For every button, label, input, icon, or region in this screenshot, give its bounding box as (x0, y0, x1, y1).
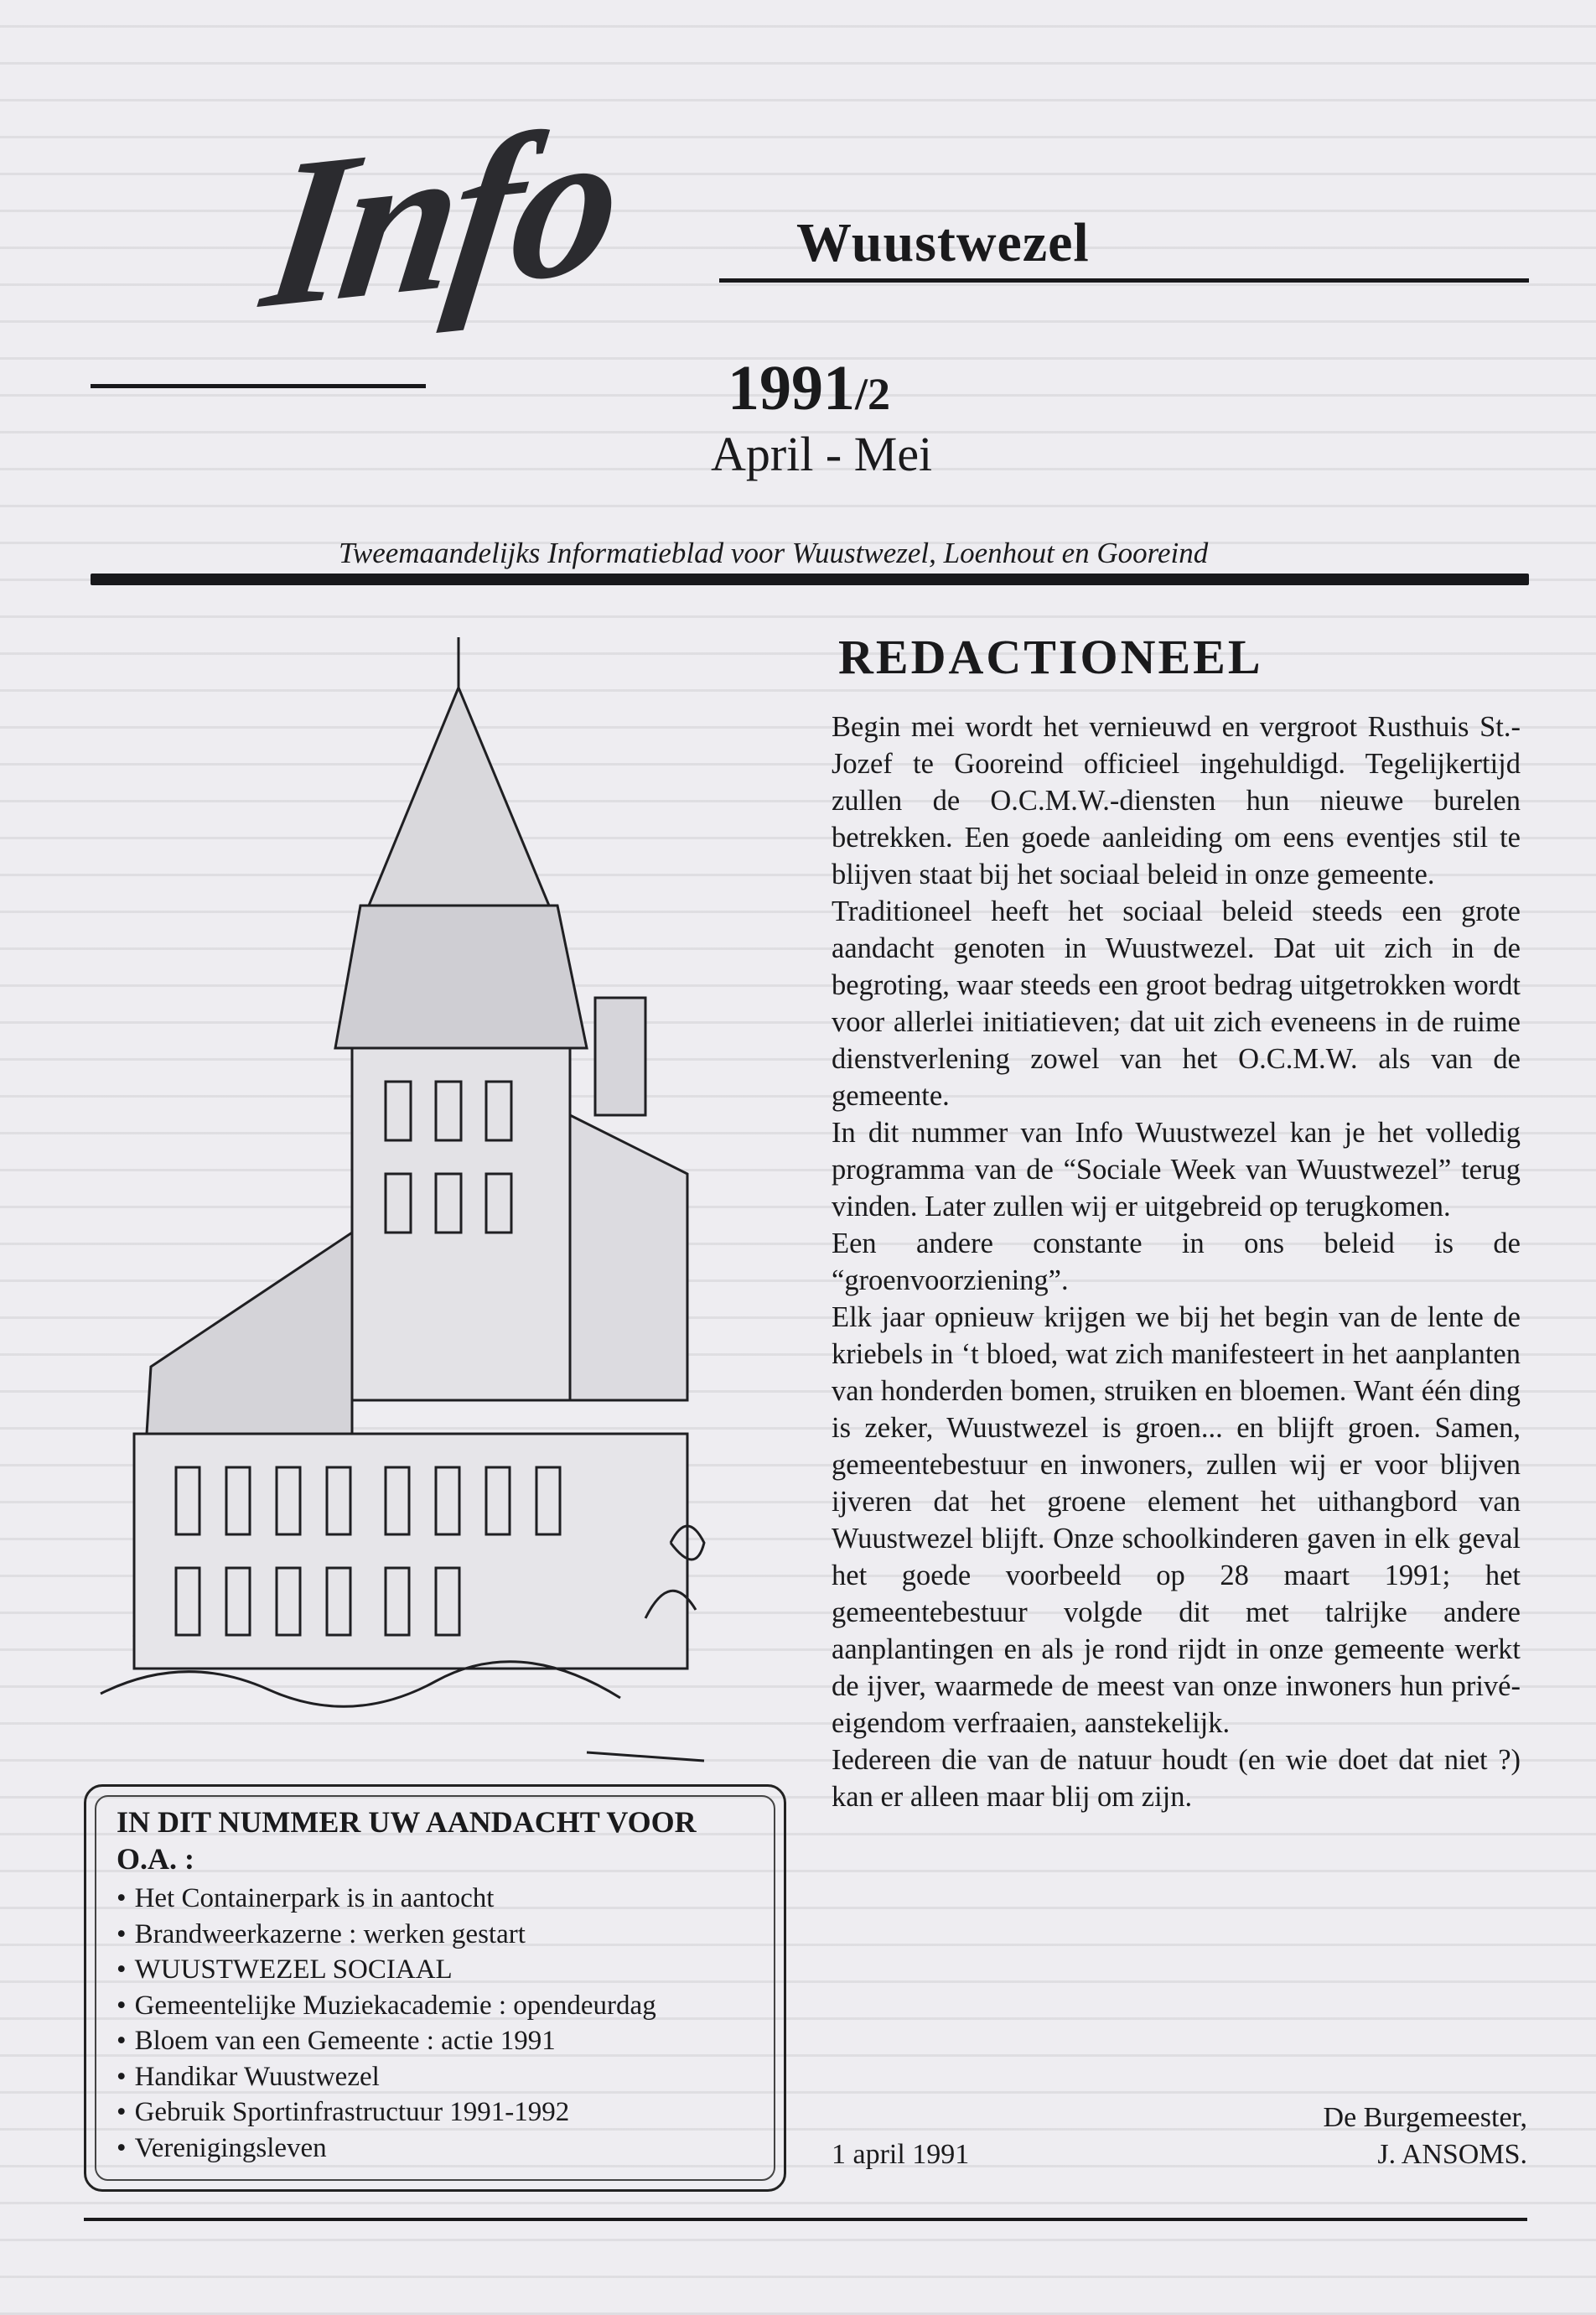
rusthuis-illustration (84, 629, 721, 1786)
tower-roof (335, 906, 587, 1048)
issue-number (728, 352, 890, 425)
signature-name: J. ANSOMS. (1377, 2139, 1527, 2170)
issue-period: April - Mei (711, 427, 933, 481)
signature-title: De Burgemeester, (1323, 2102, 1527, 2133)
contents-title: IN DIT NUMMER UW AANDACHT VOOR O.A. : (117, 1805, 697, 1876)
contents-box (84, 1784, 786, 2192)
contents-list (117, 1881, 764, 2166)
building-drawing (84, 629, 721, 1786)
signature-flourish (587, 1752, 704, 1761)
list-item: • Handikar Wuustwezel (117, 2059, 764, 2095)
masthead-rule-left (91, 384, 426, 388)
list-item: • Gemeentelijke Muziekacademie : opendeurdag (117, 1988, 764, 2024)
article-paragraph: Traditioneel heeft het sociaal beleid steeds een grote aandacht genoten in Wuustwezel. Dat uit zich in de begroting, waar steeds een groot bedrag uitgetrokken wordt voor allerlei initiatieven; dat uit zich eveneens in de ruime dienstverlening zowel van het O.C.M.W. als van de gemeente. (832, 895, 1521, 1112)
chimney (595, 998, 645, 1115)
article-heading: REDACTIONEEL (838, 630, 1263, 684)
masthead (0, 0, 1596, 620)
issue-suffix: /2 (855, 369, 891, 419)
tagline: Tweemaandelijks Informatieblad voor Wuustwezel, Loenhout en Gooreind (339, 537, 1209, 569)
right-wing (570, 1115, 687, 1400)
list-item: • WUUSTWEZEL SOCIAAL (117, 1952, 764, 1988)
publication-name: Wuustwezel (796, 212, 1090, 273)
list-item: • Bloem van een Gemeente : actie 1991 (117, 2023, 764, 2059)
masthead-rule-right (719, 278, 1529, 283)
masthead-thick-rule (91, 574, 1529, 585)
article-date: 1 april 1991 (832, 2139, 970, 2170)
article-paragraph: In dit nummer van Info Wuustwezel kan je het volledig programma van de “Sociale Week van Wuustwezel” terug vinden. Later zullen wij er uitgebreid op terugkomen. (832, 1117, 1521, 1222)
list-item: • Gebruik Sportinfrastructuur 1991-1992 (117, 2094, 764, 2131)
spire (369, 688, 549, 906)
issue-year: 1991 (728, 353, 855, 423)
list-item: • Het Containerpark is in aantocht (117, 1881, 764, 1917)
list-item: • Brandweerkazerne : werken gestart (117, 1917, 764, 1953)
article-paragraph: Een andere constante in ons beleid is de “groenvoorziening”. (832, 1228, 1521, 1296)
article-body (832, 709, 1521, 1815)
info-logo: Info (251, 80, 630, 354)
article-paragraph: Elk jaar opnieuw krijgen we bij het begin van de lente de kriebels in ‘t bloed, wat zich manifesteert in het aanplanten van honderden bomen, struiken en bloemen. Want één ding is zeker, Wuustwezel is groen... en blijft groen. Samen, gemeentebestuur en inwoners, zullen wij er voor blijven ijveren dat het groene element het uithangbord van Wuustwezel blijft. Onze schoolkinderen gaven in elk geval het goede voorbeeld op 28 maart 1991; het gemeentebestuur volgde dit met talrijke andere aanplantingen en als je rond rijdt in onze gemeente werkt de ijver, waarmede de meest van onze inwoners hun privé-eigendom verfraaien, aanstekelijk. (832, 1301, 1521, 1739)
article-paragraph: Iedereen die van de natuur houdt (en wie doet dat niet ?) kan er alleen maar blij om zijn. (832, 1744, 1521, 1813)
main-facade (134, 1434, 687, 1669)
article-paragraph: Begin mei wordt het vernieuwd en vergroot Rusthuis St.-Jozef te Gooreind officieel ingehuldigd. Tegelijkertijd zullen de O.C.M.W.-diensten hun nieuwe burelen betrekken. Een goede aanleiding om eens eventjes stil te blijven staat bij het sociaal beleid in onze gemeente. (832, 711, 1521, 890)
list-item: • Verenigingsleven (117, 2131, 764, 2167)
bottom-rule (84, 2218, 1527, 2221)
